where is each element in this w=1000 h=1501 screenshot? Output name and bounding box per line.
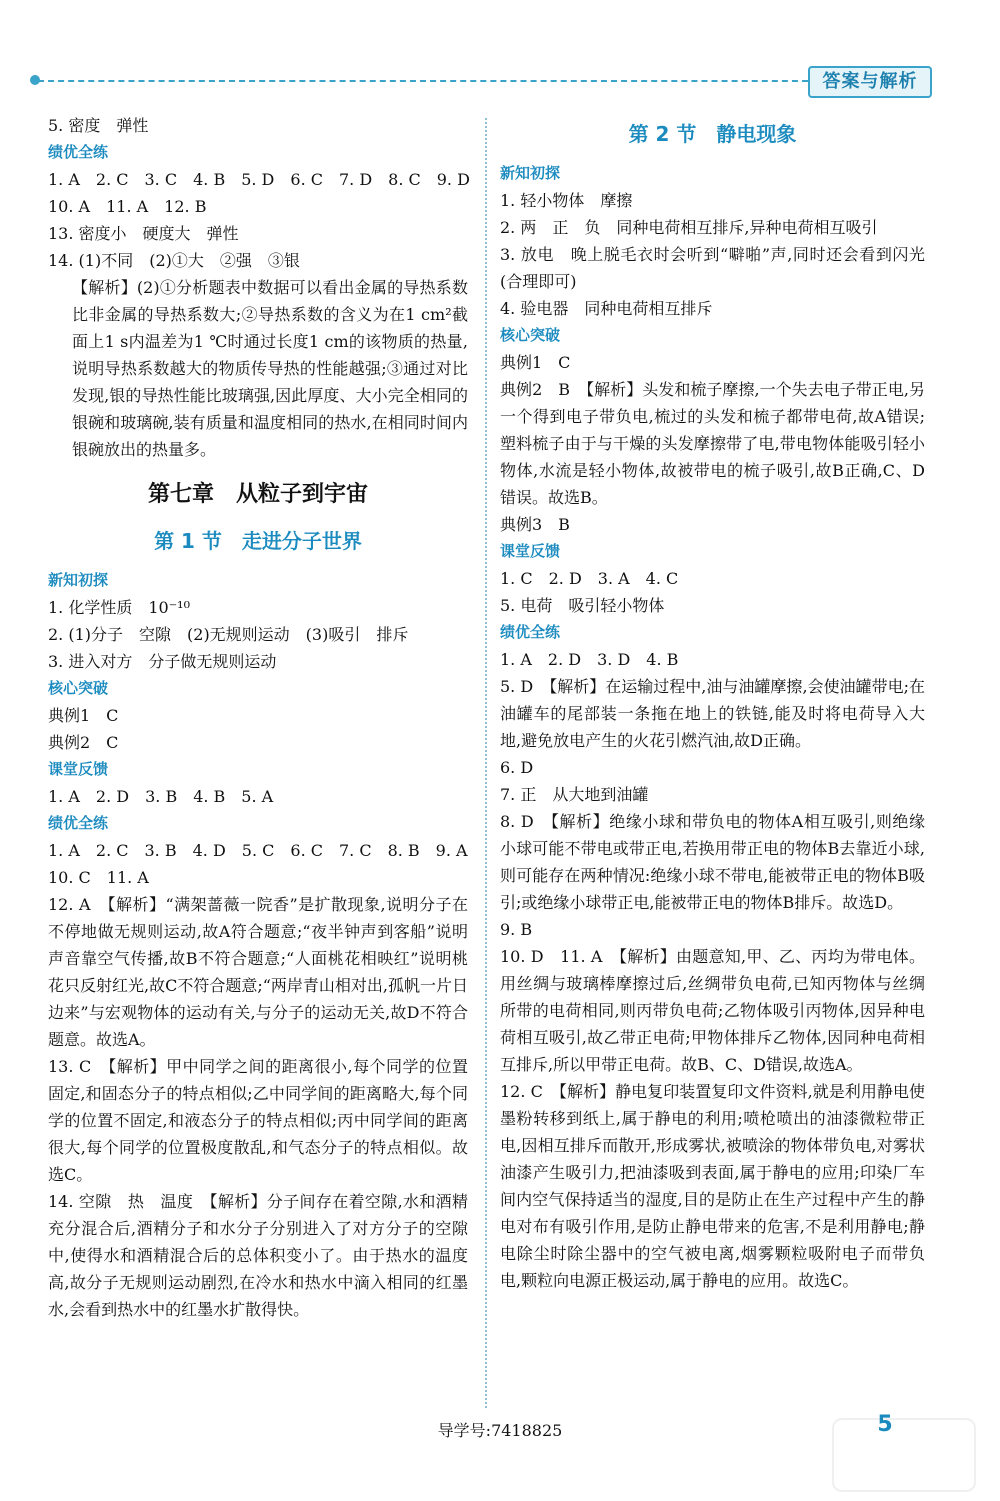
section-heading: 绩优全练 xyxy=(48,814,109,832)
left-column xyxy=(48,112,468,1323)
explanation-paragraph: 13. C 【解析】甲中同学之间的距离很小,每个同学的位置固定,和固态分子的特点相似;乙中同学间的距离略大,每个同学的位置不固定,和液态分子的特点相似;丙中同学间的距离很大,每个同学的位置极度散乱,和气态分子的特点相似。故选C。 xyxy=(48,1057,468,1184)
answer-line: 5. 密度 弹性 xyxy=(48,116,149,135)
answer-line: 3. 进入对方 分子做无规则运动 xyxy=(48,652,277,671)
section-heading: 课堂反馈 xyxy=(500,542,561,560)
answer-line: 1. C 2. D 3. A 4. C xyxy=(500,569,679,588)
explanation-paragraph: 典例2 B 【解析】头发和梳子摩擦,一个失去电子带正电,另一个得到电子带负电,梳过的头发和梳子都带电荷,故A错误;塑料梳子由于与干燥的头发摩擦带了电,带电物体能吸引轻小物体,水流是轻小物体,故被带电的梳子吸引,故B正确,C、D错误。故选B。 xyxy=(500,380,925,507)
answer-line: 10. A 11. A 12. B xyxy=(48,197,207,216)
answer-line: 典例2 C xyxy=(48,733,119,752)
answer-line: 1. 轻小物体 摩擦 xyxy=(500,191,633,210)
section-heading: 新知初探 xyxy=(48,571,109,589)
section-heading: 新知初探 xyxy=(500,164,561,182)
answer-line: 2. 两 正 负 同种电荷相互排斥,异种电荷相互吸引 xyxy=(500,218,878,237)
section-title: 第 1 节 走进分子世界 xyxy=(154,529,362,553)
answer-line: 1. A 2. D 3. D 4. B xyxy=(500,650,679,669)
answer-line: 9. B xyxy=(500,920,533,939)
explanation-paragraph: 12. A 【解析】“满架蔷薇一院香”是扩散现象,说明分子在不停地做无规则运动,故A符合题意;“夜半钟声到客船”说明声音靠空气传播,故B不符合题意;“人面桃花相映红”说明桃花只反射红光,故C不符合题意;“两岸青山相对出,孤帆一片日边来”与宏观物体的运动有关,与分子的运动无关,故D不符合题意。故选A。 xyxy=(48,895,468,1049)
explanation-paragraph: 12. C 【解析】静电复印装置复印文件资料,就是利用静电使墨粉转移到纸上,属于静电的利用;喷枪喷出的油漆微粒带正电,因相互排斥而散开,形成雾状,被喷涂的物体带负电,对雾状油漆产生吸引力,把油漆吸到表面,属于静电的应用;印染厂车间内空气保持适当的湿度,目的是防止在生产过程中产生的静电对布有吸引作用,是防止静电带来的危害,不是利用静电;静电除尘时除尘器中的空气被电离,烟雾颗粒吸附电子而带负电,颗粒向电源正极运动,属于静电的应用。故选C。 xyxy=(500,1082,925,1290)
explanation-paragraph: 8. D 【解析】绝缘小球和带负电的物体A相互吸引,则绝缘小球可能不带电或带正电,若换用带正电的物体B去靠近小球,则可能存在两种情况:绝缘小球不带电,能被带正电的物体B吸引;或绝缘小球带正电,能被带正电的物体B排斥。故选D。 xyxy=(500,812,925,912)
answer-line: 7. 正 从大地到油罐 xyxy=(500,785,649,804)
right-column xyxy=(500,112,925,1294)
answer-line: 典例1 C xyxy=(500,353,571,372)
answer-line: 典例3 B xyxy=(500,515,570,534)
answer-line: 1. A 2. C 3. C 4. B 5. D 6. C 7. D 8. C 9. D xyxy=(48,170,470,189)
answer-line: 1. A 2. C 3. B 4. D 5. C 6. C 7. C 8. B 9. A xyxy=(48,841,468,860)
explanation-paragraph: 14. 空隙 热 温度 【解析】分子间存在着空隙,水和酒精充分混合后,酒精分子和水分子分别进入了对方分子的空隙中,使得水和酒精混合后的总体积变小了。由于热水的温度高,故分子无规则运动剧烈,在冷水和热水中滴入相同的红墨水,会看到热水中的红墨水扩散得快。 xyxy=(48,1192,468,1319)
page-number: 5 xyxy=(877,1412,893,1437)
chapter-title: 第七章 从粒子到宇宙 xyxy=(147,482,368,507)
answer-line: 13. 密度小 硬度大 弹性 xyxy=(48,224,239,243)
explanation-paragraph: 3. 放电 晚上脱毛衣时会听到“噼啪”声,同时还会看到闪光(合理即可) xyxy=(500,245,925,291)
answer-section-tag: 答案与解析 xyxy=(808,66,932,98)
answer-line: 10. C 11. A xyxy=(48,868,149,887)
section-title: 第 2 节 静电现象 xyxy=(628,122,797,146)
section-heading: 核心突破 xyxy=(500,326,561,344)
answer-line: 典例1 C xyxy=(48,706,119,725)
answer-line: 1. A 2. D 3. B 4. B 5. A xyxy=(48,787,274,806)
explanation-paragraph: 5. D 【解析】在运输过程中,油与油罐摩擦,会使油罐带电;在油罐车的尾部装一条拖在地上的铁链,能及时将电荷导入大地,避免放电产生的火花引燃汽油,故D正确。 xyxy=(500,677,925,750)
answer-line: 6. D xyxy=(500,758,534,777)
guide-code: 导学号:7418825 xyxy=(437,1421,563,1440)
answer-line: 4. 验电器 同种电荷相互排斥 xyxy=(500,299,713,318)
section-heading: 绩优全练 xyxy=(500,623,561,641)
section-heading: 绩优全练 xyxy=(48,143,109,161)
answer-line: 5. 电荷 吸引轻小物体 xyxy=(500,596,665,615)
column-divider xyxy=(485,118,487,1408)
explanation-paragraph: 10. D 11. A 【解析】由题意知,甲、乙、丙均为带电体。用丝绸与玻璃棒摩擦过后,丝绸带负电荷,已知丙物体与丝绸所带的电荷相同,则丙带负电荷;乙物体吸引丙物体,因异种电荷相互吸引,故乙带正电荷;甲物体排斥乙物体,因同种电荷相互排斥,所以甲带正电荷。故B、C、D错误,故选A。 xyxy=(500,947,925,1074)
section-heading: 核心突破 xyxy=(48,679,109,697)
explanation-paragraph: 【解析】(2)①分析题表中数据可以看出金属的导热系数比非金属的导热系数大;②导热系数的含义为在1 cm²截面上1 s内温差为1 ℃时通过长度1 cm的该物质的热量,说明导热系数越大的物质传导热的性能越强;③通过对比发现,银的导热性能比玻璃强,因此厚度、大小完全相同的银碗和玻璃碗,装有质量和温度相同的热水,在相同时间内银碗放出的热量多。 xyxy=(72,278,468,459)
answer-line: 1. 化学性质 10⁻¹⁰ xyxy=(48,598,190,617)
answer-line: 2. (1)分子 空隙 (2)无规则运动 (3)吸引 排斥 xyxy=(48,625,409,644)
section-heading: 课堂反馈 xyxy=(48,760,109,778)
answer-line: 14. (1)不同 (2)①大 ②强 ③银 xyxy=(48,251,300,270)
header-rule xyxy=(38,80,808,82)
